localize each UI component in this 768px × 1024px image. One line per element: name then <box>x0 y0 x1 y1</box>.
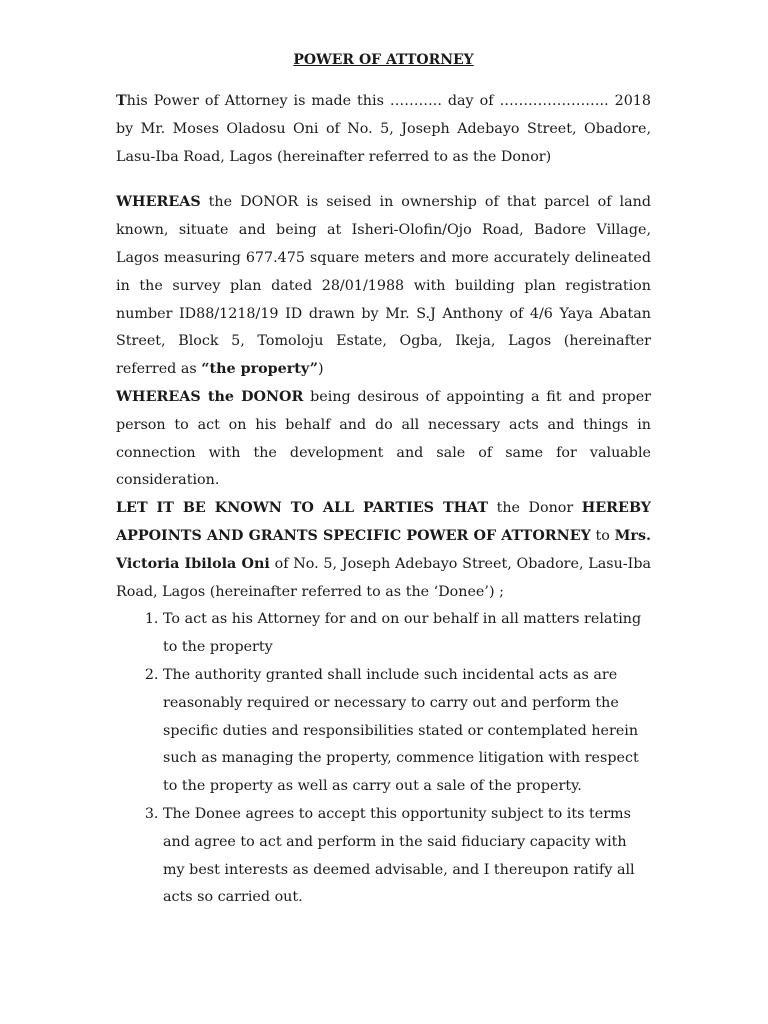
whereas-clause-2 <box>116 384 651 495</box>
donee-name: Mrs. Victoria Ibilola Oni <box>116 527 651 572</box>
whereas-1-text: the DONOR is seised in ownership of that parcel of land known, situate and being at Isheri-Olofin/Ojo Road, Badore Village, Lagos measuring 677.475 square meters and more accurately delineated in the survey plan dated 28/01/1988 with building plan registration number ID88/1218/19 ID drawn by Mr. S.J Anthony of 4/6 Yaya Abatan Street, Block 5, Tomoloju Estate, Ogba, Ikeja, Lagos (hereinafter referred as <box>116 194 651 378</box>
appointment-paragraph <box>116 495 651 606</box>
whereas-1-defined-term: “the property” <box>201 361 318 378</box>
whereas-1-close: ) <box>317 361 324 378</box>
whereas-2-lead: WHEREAS the DONOR <box>116 388 304 405</box>
whereas-clause-1 <box>116 189 651 384</box>
intro-drop-letter: T <box>116 93 127 109</box>
clause-item: 1. To act as his Attorney for and on our behalf in all matters relating to the property <box>163 606 651 662</box>
appointment-mid-2: to <box>590 527 615 544</box>
intro-text: his Power of Attorney is made this ……….. day of ………………….. 2018 by Mr. Moses Oladosu Oni of No. 5, Joseph Adebayo Street, Obadore, Lasu-Iba Road, Lagos (hereinafter referred to as the Donor) <box>116 93 651 165</box>
appointment-mid-1: the Donor <box>488 500 582 517</box>
intro-paragraph <box>116 88 651 171</box>
appointment-grant: HEREBY APPOINTS AND GRANTS SPECIFIC POWER OF ATTORNEY <box>116 500 651 544</box>
clause-list <box>116 606 651 912</box>
clause-item: 3. The Donee agrees to accept this opportunity subject to its terms and agree to act and perform in the said fiduciary capacity with my best interests as deemed advisable, and I thereupon ratify all acts so carried out. <box>163 801 651 912</box>
whereas-2-text: being desirous of appointing a fit and proper person to act on his behalf and do all necessary acts and things in connection with the development and sale of same for valuable consideration. <box>116 388 651 489</box>
whereas-1-lead: WHEREAS <box>116 194 201 211</box>
paragraph-gap <box>116 171 651 189</box>
appointment-lead: LET IT BE KNOWN TO ALL PARTIES THAT <box>116 500 489 517</box>
document-page <box>116 50 651 912</box>
clause-item: 2. The authority granted shall include such incidental acts as are reasonably required or necessary to carry out and perform the specific duties and responsibilities stated or contemplated herein such as managing the property, commence litigation with respect to the property as well as carry out a sale of the property. <box>163 662 651 801</box>
appointment-text: of No. 5, Joseph Adebayo Street, Obadore, Lasu-Iba Road, Lagos (hereinafter referred to as the ‘Donee’) ; <box>116 555 651 600</box>
document-title: POWER OF ATTORNEY <box>293 52 474 68</box>
